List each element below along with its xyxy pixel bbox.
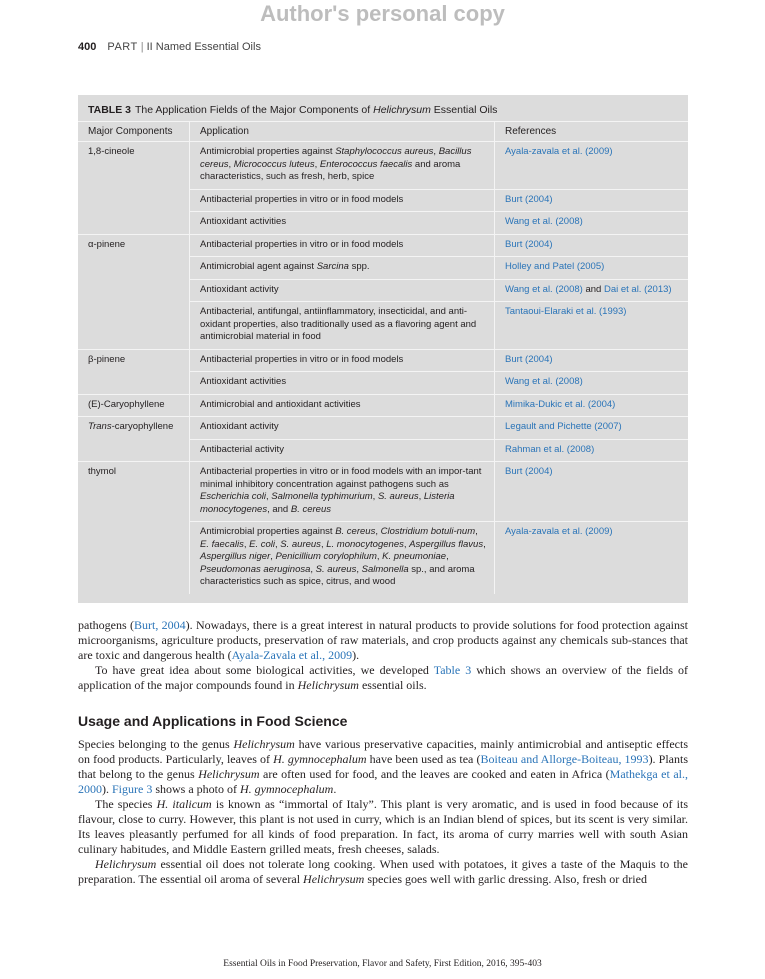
cell-component (78, 302, 190, 350)
page-footer: Essential Oils in Food Preservation, Flavor and Safety, First Edition, 2016, 395-403 (223, 959, 542, 969)
table-row (78, 212, 688, 235)
page-number: 400 (78, 41, 97, 53)
cell-component (78, 212, 190, 235)
citation-link[interactable]: Wang et al. (2008) (505, 376, 583, 387)
part-label: PART (107, 41, 138, 53)
table-row (78, 417, 688, 440)
cell-reference[interactable]: Wang et al. (2008) and Dai et al. (2013) (495, 279, 689, 302)
cell-application: Antibacterial, antifungal, antiinflammatory, insecticidal, and anti-oxidant properties, also traditionally used as a flavoring agent and antimicrobial material in food (190, 302, 495, 350)
table-row (78, 279, 688, 302)
citation-link[interactable]: Burt (2004) (505, 466, 553, 477)
citation-link[interactable]: Mathekga et al., 2000 (78, 767, 688, 796)
cell-component: (E)-Caryophyllene (78, 394, 190, 417)
citation-link[interactable]: Burt (2004) (505, 353, 553, 365)
cell-application: Antimicrobial properties against B. cereus, Clostridium botuli-num, E. faecalis, E. coli, S. aureus, L. monocytogenes, Aspergillus flavus, Aspergillus niger, Penicillium corylophilum, K. pneumoniae, Pseudomonas aeruginosa, S. aureus, Salmonella sp., and aroma characteristics such as spice, citrus, and wood (190, 522, 495, 594)
citation-link[interactable]: Tantaoui-Elaraki et al. (1993) (505, 306, 627, 317)
header-major-components: Major Components (78, 122, 190, 142)
paragraph: pathogens (Burt, 2004). Nowadays, there is a great interest in natural products to provide solutions for food protection against microorganisms, agriculture products, preservation of raw materials, and crop products against any chemicals sub-stances that are toxic and dangerous health (Ayala-Zavala et al., 2009). (78, 618, 688, 662)
paragraph: To have great idea about some biological activities, we developed Table 3 which shows an overview of the fields of application of the major compounds found in Helichrysum essential oils. (78, 663, 689, 692)
table-row (78, 462, 688, 522)
table-title-pre: The Application Fields of the Major Components of (134, 104, 374, 116)
citation-link[interactable]: Burt (2004) (505, 238, 553, 250)
cell-reference[interactable] (495, 439, 689, 462)
table-row (78, 394, 688, 417)
citation-link[interactable]: Wang et al. (2008) (505, 283, 583, 295)
citation-link[interactable]: Wang et al. (2008) (505, 216, 583, 227)
running-head: 400 PART | II Named Essential Oils (78, 41, 261, 53)
cell-component (78, 257, 190, 280)
cell-reference[interactable] (495, 394, 689, 417)
cell-component (78, 372, 190, 395)
header-references: References (495, 122, 689, 142)
citation-link[interactable]: Boiteau and Allorge-Boiteau, 1993 (480, 752, 649, 766)
cell-application: Antimicrobial and antioxidant activities (190, 394, 495, 417)
cell-reference[interactable] (495, 349, 689, 372)
table-header-row (78, 122, 688, 142)
cell-component: thymol (88, 466, 116, 477)
cell-component: Trans-caryophyllene (88, 421, 174, 432)
cell-application: Antibacterial activity (190, 439, 495, 462)
citation-link[interactable]: Figure 3 (112, 782, 153, 796)
cell-application: Antioxidant activity (190, 417, 495, 440)
paragraph: Species belonging to the genus Helichrysum have various preservative capacities, mainly antimicrobial and antiseptic effects on food products. Particularly, leaves of H. gymnocephalum have been used as tea (Boiteau and Allorge-Boiteau, 1993). Plants that belong to the genus Helichrysum are often used for food, and the leaves are cooked and eaten in Africa (Mathekga et al., 2000). Figure 3 shows a photo of H. gymnocephalum. (78, 737, 689, 796)
table-caption (78, 95, 688, 122)
citation-link[interactable]: Rahman et al. (2008) (505, 443, 595, 455)
cell-component (78, 522, 190, 594)
citation-link[interactable]: Burt, 2004 (133, 618, 186, 632)
cell-component: α-pinene (88, 238, 126, 250)
cell-application: Antibacterial properties in vitro or in food models (190, 189, 495, 212)
cell-component (78, 439, 190, 462)
table-row (78, 439, 688, 462)
table-row (78, 142, 688, 190)
header-application: Application (190, 122, 495, 142)
section-heading: Usage and Applications in Food Science (78, 713, 348, 729)
components-table (78, 122, 688, 594)
running-title: Named Essential Oils (155, 41, 261, 53)
cell-component: 1,8-cineole (88, 146, 135, 157)
cell-application: Antimicrobial properties against Staphylococcus aureus, Bacillus cereus, Micrococcus luteus, Enterococcus faecalis and aroma characteristics, such as fresh, herb, spice (190, 142, 495, 190)
citation-link[interactable]: Holley and Patel (2005) (505, 261, 605, 272)
cell-application: Antibacterial properties in vitro or in food models (190, 234, 495, 257)
citation-link[interactable]: Mimika-Dukic et al. (2004) (505, 398, 616, 410)
cell-component (78, 279, 190, 302)
citation-link[interactable]: Ayala-zavala et al. (2009) (505, 526, 613, 537)
table-title-genus: Helichrysum (373, 104, 431, 116)
citation-link[interactable]: Table 3 (433, 663, 472, 677)
cell-application: Antioxidant activity (190, 279, 495, 302)
watermark: Author's personal copy (260, 1, 505, 26)
paragraph: Helichrysum essential oil does not tolerate long cooking. When used with potatoes, it gives a taste of the Maquis to the preparation. The essential oil aroma of several Helichrysum species goes well with garlic dressing. Also, fresh or dried (78, 857, 688, 886)
cell-application: Antimicrobial agent against Sarcina spp. (190, 257, 495, 280)
cell-reference[interactable] (495, 257, 689, 280)
cell-application: Antioxidant activities (190, 372, 495, 395)
citation-link[interactable]: Dai et al. (2013) (603, 283, 672, 295)
intro-paragraphs (78, 618, 688, 693)
table-row (78, 234, 688, 257)
table-row (78, 302, 688, 350)
cell-reference[interactable] (495, 212, 689, 235)
table-row (78, 257, 688, 280)
cell-reference[interactable] (495, 462, 689, 522)
cell-component: β-pinene (88, 353, 126, 365)
part-number: II (146, 41, 153, 53)
section-paragraphs (78, 737, 688, 887)
table-row (78, 349, 688, 372)
citation-link[interactable]: Burt (2004) (505, 193, 553, 205)
cell-reference[interactable] (495, 372, 689, 395)
cell-reference[interactable] (495, 522, 689, 594)
table-row (78, 522, 688, 594)
table-row (78, 372, 688, 395)
paragraph: The species H. italicum is known as “immortal of Italy”. This plant is very aromatic, and is used in food because of its flavour, close to curry. However, this plant is not used in curry, which is an Indian blend of spices, but its scent is very similar. Its leaves pleasantly perfumed for all kinds of food preparation. In fact, its aroma of curry marries well with south Asian culinary habitudes, and Middle Eastern grilled meats, fresh cheeses, salads. (78, 797, 689, 856)
table-label: TABLE 3 (88, 104, 131, 116)
cell-application: Antibacterial properties in vitro or in food models with an impor-tant minimal inhibitory concentration against pathogens such as Escherichia coli, Salmonella typhimurium, S. aureus, Listeria monocytogenes, and B. cereus (190, 462, 495, 522)
cell-component (78, 189, 190, 212)
cell-application: Antibacterial properties in vitro or in food models (190, 349, 495, 372)
table-row (78, 189, 688, 212)
citation-link[interactable]: Legault and Pichette (2007) (505, 421, 622, 432)
table-title-post: Essential Oils (430, 104, 498, 116)
cell-reference[interactable] (495, 189, 689, 212)
cell-reference[interactable] (495, 302, 689, 350)
citation-link[interactable]: Ayala-zavala et al. (2009) (505, 146, 613, 157)
cell-reference[interactable] (495, 234, 689, 257)
cell-reference[interactable] (495, 417, 689, 440)
cell-reference[interactable] (495, 142, 689, 190)
table-3 (78, 95, 688, 603)
citation-link[interactable]: Ayala-Zavala et al., 2009 (231, 648, 353, 662)
cell-application: Antioxidant activities (190, 212, 495, 235)
